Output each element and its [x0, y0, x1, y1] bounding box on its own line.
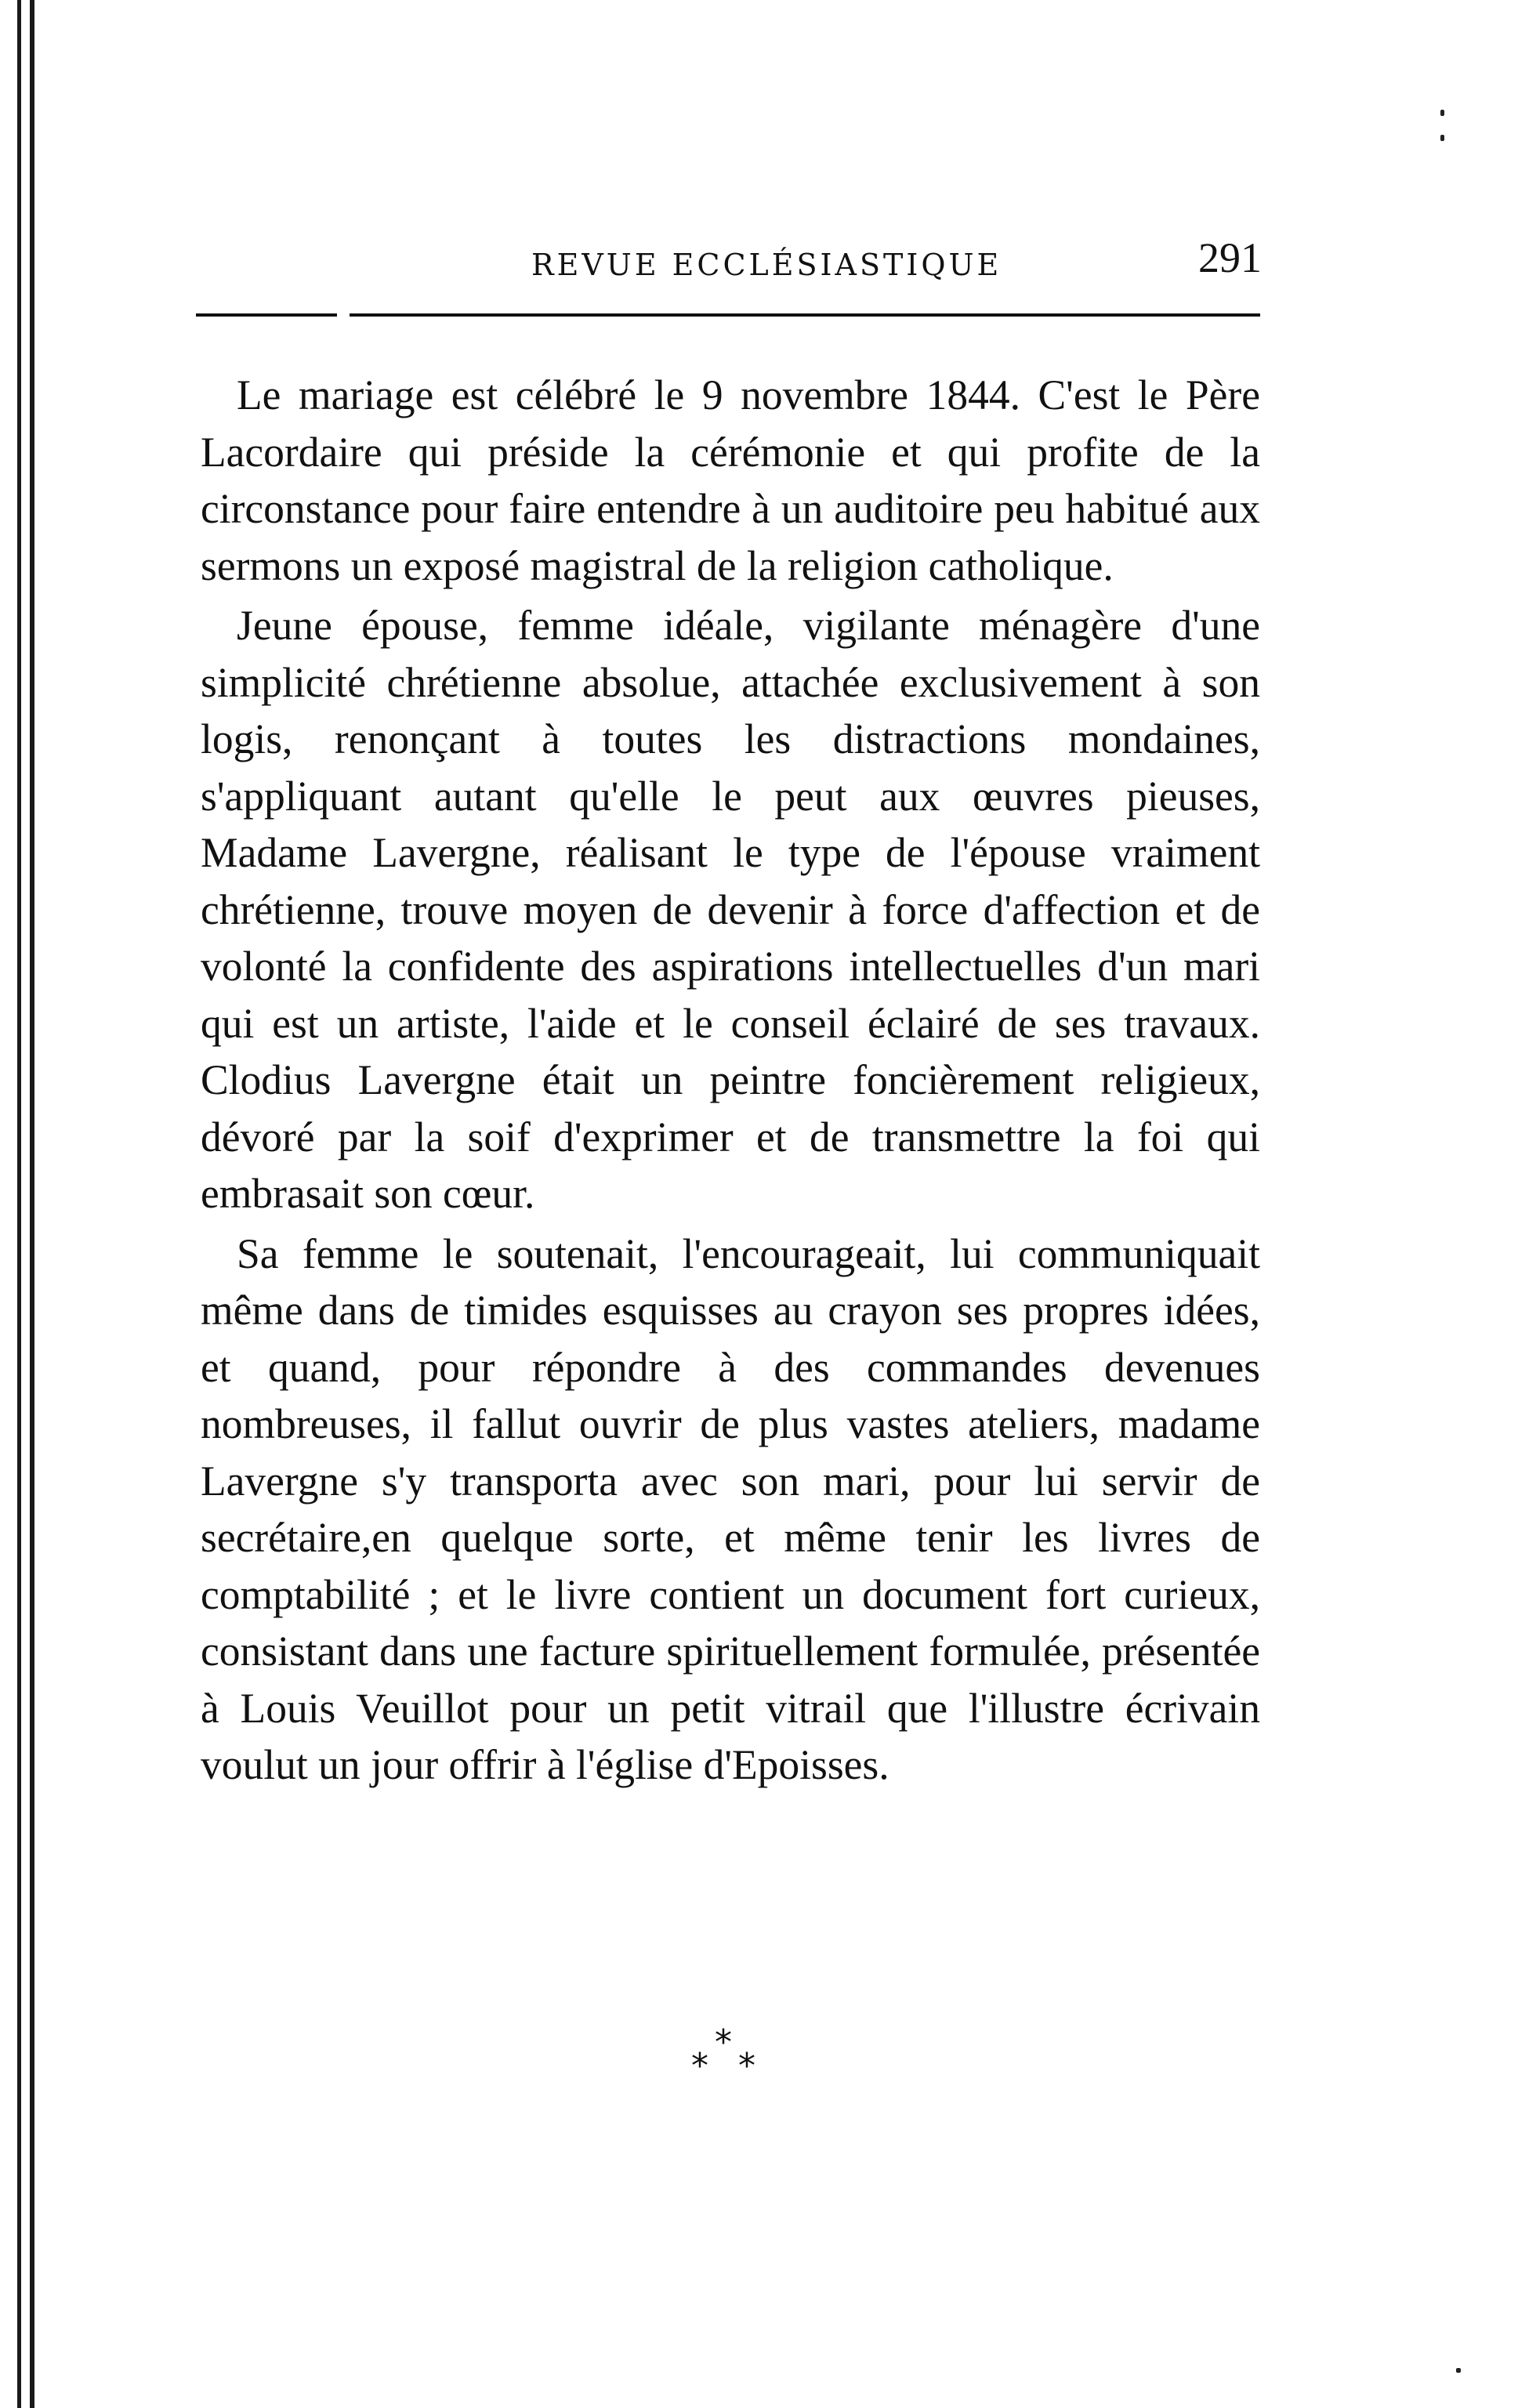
running-title: REVUE ECCLÉSIASTIQUE: [531, 248, 1002, 282]
page-edge-line-inner: [30, 0, 34, 2408]
asterism-bottom-right: *: [738, 2046, 755, 2086]
page-edge-line-outer: [17, 0, 21, 2408]
header-rule-right: [350, 313, 1260, 317]
body-text: [201, 367, 1260, 1794]
page-number: 291: [1198, 234, 1262, 281]
scan-speck: [1440, 135, 1444, 141]
asterism: [682, 2022, 776, 2104]
header-rule-left: [196, 313, 337, 317]
asterism-top: *: [715, 2022, 732, 2062]
scan-speck: [1456, 2368, 1461, 2373]
scan-speck: [1440, 110, 1444, 116]
paragraph-1: Le mariage est célébré le 9 novembre 1844. C'est le Père Lacordaire qui préside la cérémonie et qui profite de la circonstance pour faire entendre à un auditoire peu habitué aux sermons un exposé magistral de la religion catholique.: [201, 371, 1260, 589]
running-head: [196, 234, 1262, 296]
asterism-bottom-left: *: [691, 2046, 708, 2086]
paragraph-2: Jeune épouse, femme idéale, vigilante ménagère d'une simplicité chrétienne absolue, attachée exclusivement à son logis, renonçant à toutes les distractions mondaines, s'appliquant autant qu'elle le peut aux œuvres pieuses, Madame Lavergne, réalisant le type de l'épouse vraiment chrétienne, trouve moyen de devenir à force d'affection et de volonté la confidente des aspirations intellectuelles d'un mari qui est un artiste, l'aide et le conseil éclairé de ses travaux. Clodius Lavergne était un peintre foncièrement religieux, dévoré par la soif d'exprimer et de transmettre la foi qui embrasait son cœur.: [201, 602, 1260, 1217]
paragraph-3: Sa femme le soutenait, l'encourageait, lui communiquait même dans de timides esquisses au crayon ses propres idées, et quand, pour répondre à des commandes devenues nombreuses, il fallut ouvrir de plus vastes ateliers, madame Lavergne s'y transporta avec son mari, pour lui servir de secrétaire,en quelque sorte, et même tenir les livres de comptabilité ; et le livre contient un document fort curieux, consistant dans une facture spirituellement formulée, présentée à Louis Veuillot pour un petit vitrail que l'illustre écrivain voulut un jour offrir à l'église d'Epoisses.: [201, 1229, 1260, 1788]
